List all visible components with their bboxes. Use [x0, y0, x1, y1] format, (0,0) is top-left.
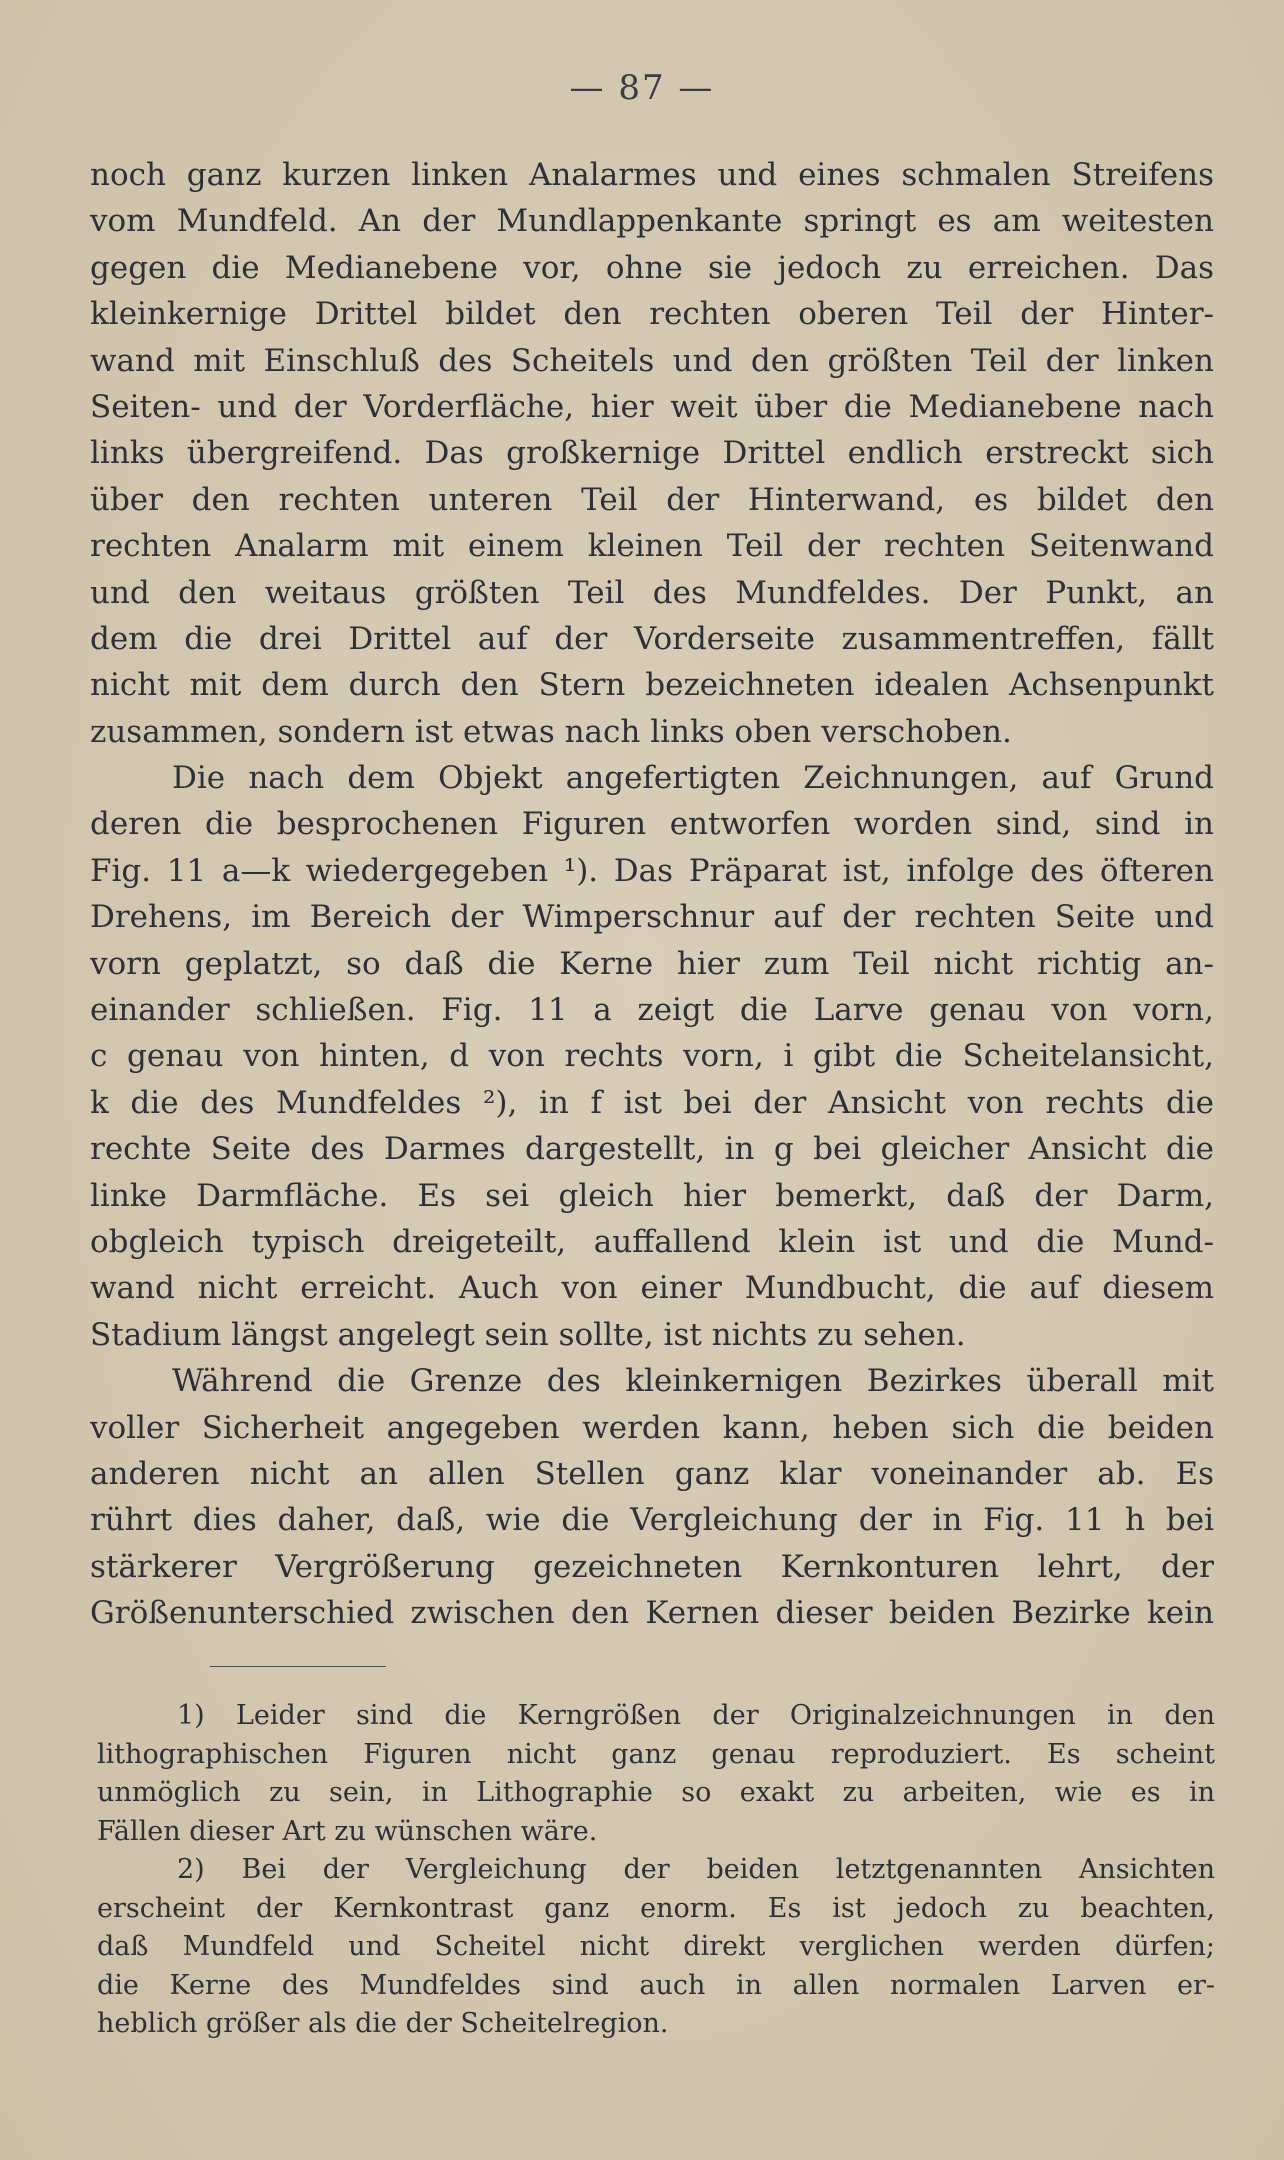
- text-line: rechte Seite des Darmes dargestellt, in g bei gleicher Ansicht die: [90, 1131, 1214, 1168]
- text-line: einander schließen. Fig. 11 a zeigt die Larve genau von vorn,: [90, 992, 1214, 1029]
- text-line: noch ganz kurzen linken Analarmes und eines schmalen Streifens: [90, 157, 1214, 193]
- text-line: vorn geplatzt, so daß die Kerne hier zum Teil nicht richtig an-: [90, 945, 1214, 982]
- text-line: Größenunterschied zwischen den Kernen dieser beiden Bezirke kein: [90, 1595, 1214, 1632]
- footnote-line: heblich größer als die der Scheitelregion.: [97, 2008, 669, 2039]
- text-line: vom Mundfeld. An der Mundlappenkante springt es am weitesten: [90, 203, 1214, 240]
- text-line: anderen nicht an allen Stellen ganz klar voneinander ab. Es: [90, 1455, 1214, 1492]
- text-line: deren die besprochenen Figuren entworfen worden sind, sind in: [90, 806, 1214, 843]
- text-line: dem die drei Drittel auf der Vorderseite zusammentreffen, fällt: [90, 620, 1214, 657]
- text-line: nicht mit dem durch den Stern bezeichneten idealen Achsenpunkt: [90, 667, 1214, 704]
- text-line: voller Sicherheit angegeben werden kann, heben sich die beiden: [90, 1409, 1214, 1446]
- footnote-line: erscheint der Kernkontrast ganz enorm. Es ist jedoch zu beachten,: [97, 1892, 1215, 1924]
- text-line: rechten Analarm mit einem kleinen Teil der rechten Seitenwand: [90, 528, 1214, 565]
- footnote-line: Fällen dieser Art zu wünschen wäre.: [97, 1815, 598, 1847]
- footnote-line: die Kerne des Mundfeldes sind auch in allen normalen Larven er-: [97, 1969, 1215, 2001]
- text-line: und den weitaus größten Teil des Mundfeldes. Der Punkt, an: [90, 574, 1214, 611]
- footnote-line: 1) Leider sind die Kerngrößen der Originalzeichnungen in den: [177, 1700, 1215, 1731]
- text-line: wand mit Einschluß des Scheitels und den größten Teil der linken: [90, 342, 1214, 379]
- footnote-line: 2) Bei der Vergleichung der beiden letztgenannten Ansichten: [177, 1854, 1215, 1885]
- body-text: [90, 152, 1214, 1637]
- text-line: kleinkernige Drittel bildet den rechten oberen Teil der Hinter-: [90, 296, 1214, 333]
- footnote-line: lithographischen Figuren nicht ganz genau reproduziert. Es scheint: [97, 1738, 1215, 1770]
- text-line: stärkerer Vergrößerung gezeichneten Kernkonturen lehrt, der: [90, 1548, 1214, 1585]
- text-line: c genau von hinten, d von rechts vorn, i gibt die Scheitelansicht,: [90, 1038, 1214, 1075]
- text-line: links übergreifend. Das großkernige Drittel endlich erstreckt sich: [90, 435, 1214, 472]
- text-line: Stadium längst angelegt sein sollte, ist nichts zu sehen.: [90, 1316, 966, 1353]
- footnote-divider: [210, 1666, 386, 1668]
- footnote-line: unmöglich zu sein, in Lithographie so exakt zu arbeiten, wie es in: [97, 1777, 1215, 1808]
- text-line: Drehens, im Bereich der Wimperschnur auf der rechten Seite und: [90, 899, 1214, 936]
- footnote-line: daß Mundfeld und Scheitel nicht direkt verglichen werden dürfen;: [97, 1931, 1215, 1962]
- text-line: zusammen, sondern ist etwas nach links oben verschoben.: [90, 713, 1012, 750]
- text-line: rührt dies daher, daß, wie die Vergleichung der in Fig. 11 h bei: [90, 1502, 1214, 1539]
- text-line: wand nicht erreicht. Auch von einer Mundbucht, die auf diesem: [90, 1270, 1214, 1307]
- text-line: Seiten- und der Vorderfläche, hier weit über die Medianebene nach: [90, 388, 1214, 425]
- text-line: linke Darmfläche. Es sei gleich hier bemerkt, daß der Darm,: [90, 1177, 1214, 1214]
- text-line: Die nach dem Objekt angefertigten Zeichnungen, auf Grund: [172, 760, 1214, 797]
- text-line: k die des Mundfeldes ²), in f ist bei der Ansicht von rechts die: [90, 1084, 1214, 1121]
- text-line: gegen die Medianebene vor, ohne sie jedoch zu erreichen. Das: [90, 249, 1214, 286]
- page-number: — 87 —: [569, 68, 715, 108]
- text-line: über den rechten unteren Teil der Hinterwand, es bildet den: [90, 481, 1214, 518]
- text-line: Fig. 11 a—k wiedergegeben ¹). Das Präparat ist, infolge des öfteren: [90, 852, 1214, 889]
- footnotes: [97, 1697, 1215, 2044]
- text-line: obgleich typisch dreigeteilt, auffallend klein ist und die Mund-: [90, 1223, 1214, 1260]
- text-line: Während die Grenze des kleinkernigen Bezirkes überall mit: [172, 1363, 1214, 1400]
